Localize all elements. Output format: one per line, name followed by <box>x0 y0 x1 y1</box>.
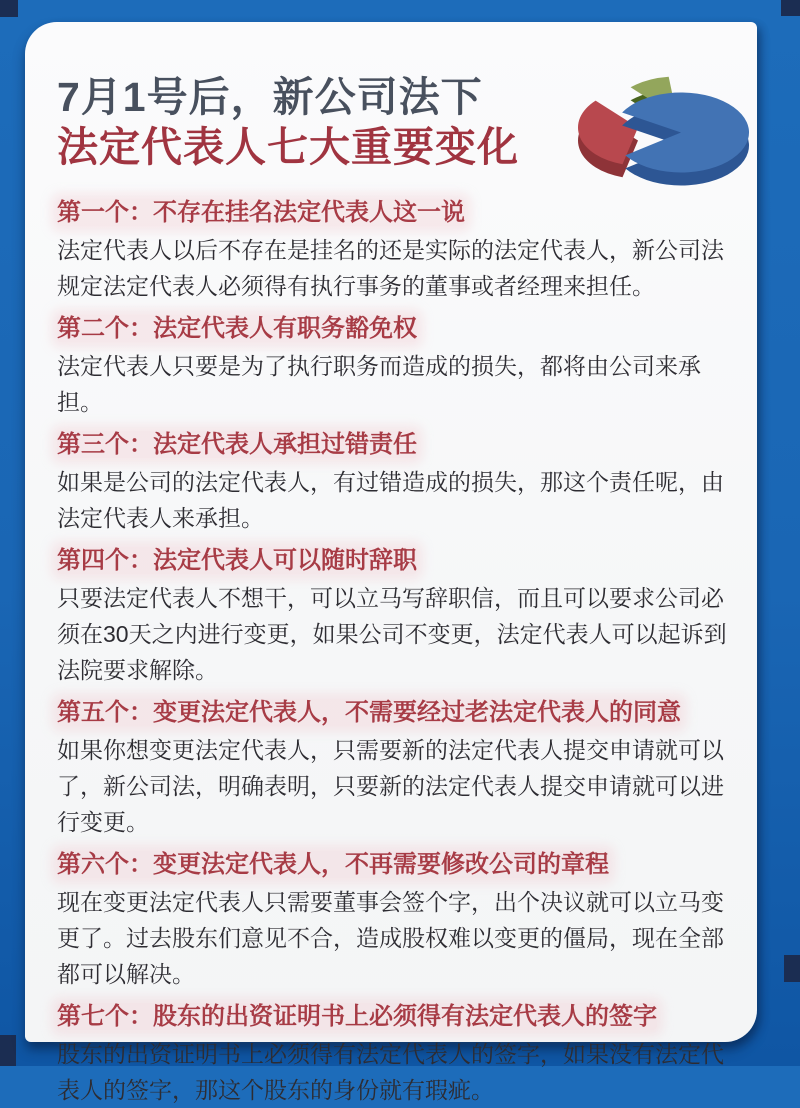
section-body: 股东的出资证明书上必须得有法定代表人的签字，如果没有法定代表人的签字，那这个股东的身份就有瑕疵。 <box>57 1041 724 1103</box>
section-heading: 第四个：法定代表人可以随时辞职 <box>57 547 417 574</box>
law-change-section <box>57 1002 731 1108</box>
section-heading: 第六个：变更法定代表人，不再需要修改公司的章程 <box>57 851 609 878</box>
sections <box>57 198 731 1108</box>
corner-mark-top-right <box>781 0 800 16</box>
section-heading: 第五个：变更法定代表人，不需要经过老法定代表人的同意 <box>57 699 681 726</box>
section-heading: 第一个：不存在挂名法定代表人这一说 <box>57 199 465 226</box>
law-change-section <box>57 546 731 688</box>
section-body: 如果你想变更法定代表人，只需要新的法定代表人提交申请就可以了，新公司法，明确表明，只要新的法定代表人提交申请就可以进行变更。 <box>57 737 724 835</box>
law-change-section <box>57 198 731 304</box>
law-change-section <box>57 698 731 840</box>
section-heading: 第三个：法定代表人承担过错责任 <box>57 431 417 458</box>
pie-chart-icon <box>559 74 755 200</box>
section-body: 现在变更法定代表人只需要董事会签个字，出个决议就可以立马变更了。过去股东们意见不合，造成股权难以变更的僵局，现在全部都可以解决。 <box>57 889 724 987</box>
infographic-card <box>25 22 757 1103</box>
corner-mark-top-left <box>0 0 18 17</box>
section-body: 如果是公司的法定代表人，有过错造成的损失，那这个责任呢，由法定代表人来承担。 <box>57 469 724 531</box>
section-body: 只要法定代表人不想干，可以立马写辞职信，而且可以要求公司必须在30天之内进行变更，如果公司不变更，法定代表人可以起诉到法院要求解除。 <box>57 585 727 683</box>
title-line-2: 法定代表人七大重要变化 <box>57 124 519 170</box>
section-body: 法定代表人只要是为了执行职务而造成的损失，都将由公司来承担。 <box>57 353 701 415</box>
law-change-section <box>57 850 731 992</box>
corner-mark-bottom-left <box>0 1035 16 1066</box>
section-body: 法定代表人以后不存在是挂名的还是实际的法定代表人，新公司法规定法定代表人必须得有执行事务的董事或者经理来担任。 <box>57 237 724 299</box>
corner-mark-right <box>784 955 800 982</box>
law-change-section <box>57 430 731 536</box>
title-line-1: 7月1号后，新公司法下 <box>57 74 483 120</box>
law-change-section <box>57 314 731 420</box>
section-heading: 第七个：股东的出资证明书上必须得有法定代表人的签字 <box>57 1003 657 1030</box>
section-heading: 第二个：法定代表人有职务豁免权 <box>57 315 417 342</box>
